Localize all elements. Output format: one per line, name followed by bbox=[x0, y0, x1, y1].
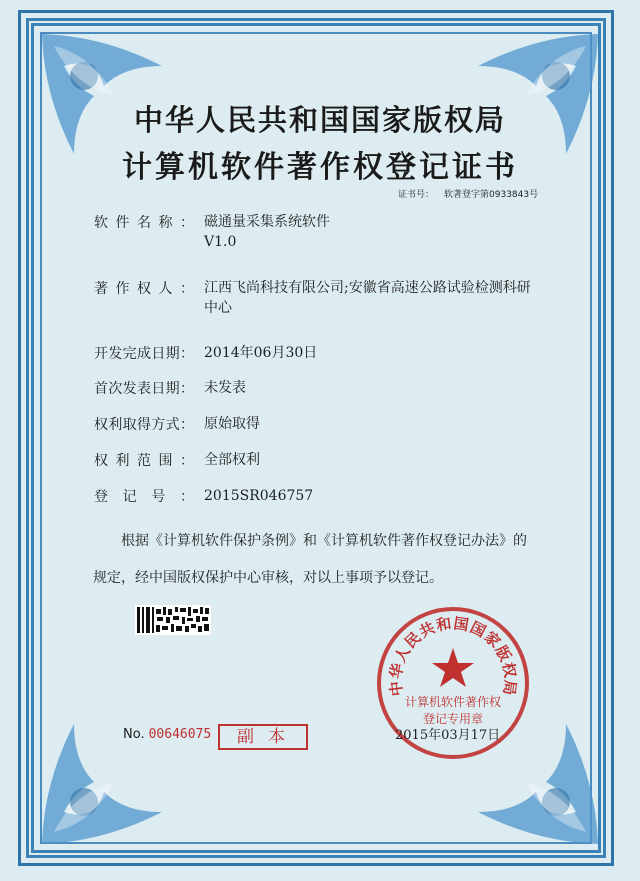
field-value: 未发表 bbox=[204, 380, 246, 396]
field-label: 开发完成日期： bbox=[94, 346, 194, 362]
certificate-number-label: 证书号： bbox=[398, 190, 435, 200]
seal-star-icon bbox=[432, 648, 474, 687]
certificate-number bbox=[398, 187, 538, 200]
field-label: 登记号： bbox=[94, 489, 194, 505]
field-value: 2015SR046757 bbox=[204, 488, 314, 504]
field-label: 著作权人： bbox=[94, 281, 194, 297]
copy-stamp: 副本 bbox=[218, 724, 308, 750]
field-label: 权利取得方式： bbox=[94, 417, 194, 433]
certificate-title: 计算机软件著作权登记证书 bbox=[122, 150, 518, 185]
statement-line-2: 规定，经中国版权保护中心审核，对以上事项予以登记。 bbox=[93, 570, 443, 586]
serial-number-value: 00646075 bbox=[148, 727, 212, 742]
field-value: 磁通量采集系统软件 V1.0 bbox=[204, 214, 330, 250]
seal-line-2: 登记专用章 bbox=[422, 712, 484, 726]
field-value: 2014年06月30日 bbox=[204, 345, 318, 361]
issue-date: 2015年03月17日 bbox=[395, 728, 501, 743]
serial-number bbox=[123, 727, 211, 742]
seal-line-1: 计算机软件著作权 bbox=[404, 695, 502, 709]
field-label: 软件名称： bbox=[94, 215, 194, 231]
field-value: 原始取得 bbox=[204, 416, 260, 432]
issuing-authority: 中华人民共和国国家版权局 bbox=[133, 103, 506, 137]
seal-ring-text: 中华人民共和国国家版权局 bbox=[386, 614, 520, 698]
field-label: 首次发表日期： bbox=[94, 381, 194, 397]
field-value: 全部权利 bbox=[204, 452, 260, 468]
statement-line-1: 根据《计算机软件保护条例》和《计算机软件著作权登记办法》的 bbox=[121, 533, 527, 549]
field-label: 权利范围： bbox=[94, 453, 194, 469]
certificate-number-value: 软著登字第0933843号 bbox=[444, 190, 539, 200]
field-value: 江西飞尚科技有限公司;安徽省高速公路试验检测科研 中心 bbox=[204, 280, 531, 316]
qr-barcode bbox=[135, 605, 211, 635]
serial-number-label: No. bbox=[123, 727, 145, 742]
